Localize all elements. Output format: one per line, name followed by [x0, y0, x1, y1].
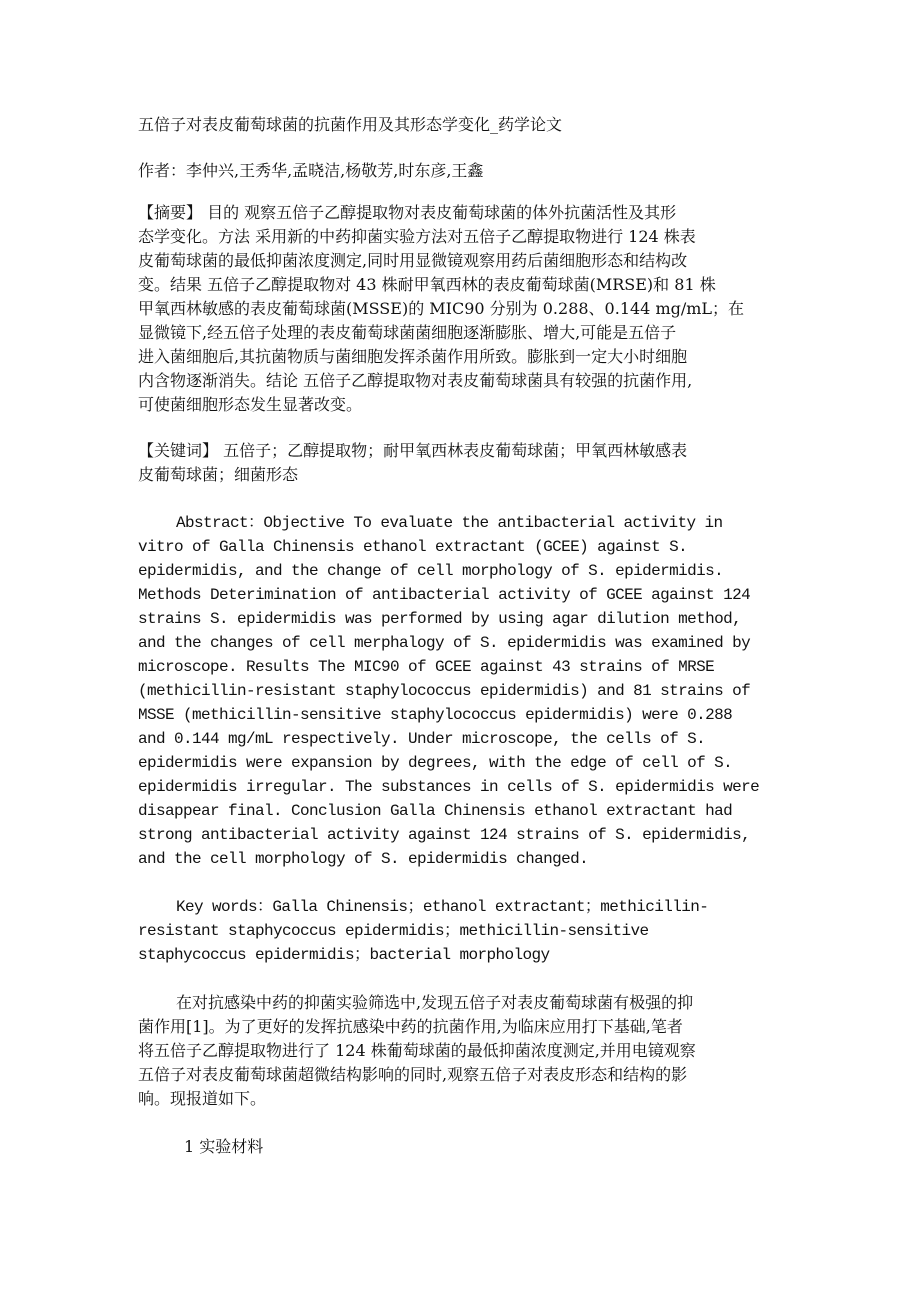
intro-line: 响。现报道如下。	[138, 1089, 267, 1108]
abstract-cn-line: 态学变化。方法 采用新的中药抑菌实验方法对五倍子乙醇提取物进行 124 株表	[138, 227, 696, 246]
abstract-en-line: epidermidis were expansion by degrees, with the edge of cell of S.	[138, 754, 733, 772]
abstract-cn-line: 显微镜下,经五倍子处理的表皮葡萄球菌菌细胞逐渐膨胀、增大,可能是五倍子	[138, 323, 677, 342]
abstract-cn-line: 甲氧西林敏感的表皮葡萄球菌(MSSE)的 MIC90 分别为 0.288、0.144 mg/mL；在	[138, 299, 745, 318]
abstract-en-line: MSSE (methicillin-sensitive staphylococcus epidermidis) were 0.288	[138, 706, 733, 724]
intro-paragraph	[138, 991, 798, 1111]
abstract-en-line: microscope. Results The MIC90 of GCEE against 43 strains of MRSE	[138, 658, 715, 676]
intro-line: 将五倍子乙醇提取物进行了 124 株葡萄球菌的最低抑菌浓度测定,并用电镜观察	[138, 1041, 696, 1060]
abstract-cn-line: 进入菌细胞后,其抗菌物质与菌细胞发挥杀菌作用所致。膨胀到一定大小时细胞	[138, 347, 688, 366]
title-text: 五倍子对表皮葡萄球菌的抗菌作用及其形态学变化_药学论文	[138, 115, 563, 134]
abstract-en-line: strains S. epidermidis was performed by using agar dilution method,	[138, 610, 742, 628]
abstract-en-line: and the changes of cell merphalogy of S. epidermidis was examined by	[138, 634, 751, 652]
keywords-cn-line: 皮葡萄球菌；细菌形态	[138, 465, 299, 484]
section-heading	[138, 1135, 798, 1159]
abstract-en-line: and the cell morphology of S. epidermidis changed.	[138, 850, 589, 868]
abstract-en-line: epidermidis irregular. The substances in cells of S. epidermidis were	[138, 778, 760, 796]
abstract-en-line: strong antibacterial activity against 124 strains of S. epidermidis,	[138, 826, 751, 844]
document-title	[138, 113, 798, 137]
abstract-cn-line: 内含物逐渐消失。结论 五倍子乙醇提取物对表皮葡萄球菌具有较强的抗菌作用,	[138, 371, 693, 390]
abstract-en-line: vitro of Galla Chinensis ethanol extractant (GCEE) against S.	[138, 538, 688, 556]
abstract-cn-line: 皮葡萄球菌的最低抑菌浓度测定,同时用显微镜观察用药后菌细胞形态和结构改	[138, 251, 688, 270]
abstract-en-line: disappear final. Conclusion Galla Chinensis ethanol extractant had	[138, 802, 733, 820]
intro-line: 五倍子对表皮葡萄球菌超微结构影响的同时,观察五倍子对表皮形态和结构的影	[138, 1065, 688, 1084]
keywords-en-line: Key words：Galla Chinensis；ethanol extractant；methicillin-	[176, 898, 709, 916]
abstract-en-line: and 0.144 mg/mL respectively. Under microscope, the cells of S.	[138, 730, 706, 748]
intro-line: 菌作用[1]。为了更好的发挥抗感染中药的抗菌作用,为临床应用打下基础,笔者	[138, 1017, 683, 1036]
abstract-en-line: epidermidis, and the change of cell morphology of S. epidermidis.	[138, 562, 724, 580]
abstract-en-line: Abstract：Objective To evaluate the antibacterial activity in	[176, 514, 723, 532]
abstract-cn-line: 【摘要】 目的 观察五倍子乙醇提取物对表皮葡萄球菌的体外抗菌活性及其形	[138, 203, 677, 222]
authors-text: 作者：李仲兴,王秀华,孟晓洁,杨敬芳,时东彦,王鑫	[138, 161, 484, 180]
abstract-en-line: Methods Deterimination of antibacterial activity of GCEE against 124	[138, 586, 751, 604]
keywords-en-line: staphycoccus epidermidis；bacterial morphology	[138, 946, 550, 964]
keywords-cn-line: 【关键词】 五倍子；乙醇提取物；耐甲氧西林表皮葡萄球菌；甲氧西林敏感表	[138, 441, 688, 460]
abstract-en-line: (methicillin-resistant staphylococcus epidermidis) and 81 strains of	[138, 682, 751, 700]
abstract-en	[138, 511, 798, 871]
keywords-en	[138, 895, 798, 967]
abstract-cn	[138, 201, 798, 417]
intro-line: 在对抗感染中药的抑菌实验筛选中,发现五倍子对表皮葡萄球菌有极强的抑	[176, 993, 694, 1012]
keywords-cn	[138, 439, 798, 487]
keywords-en-line: resistant staphycoccus epidermidis；methicillin-sensitive	[138, 922, 649, 940]
section-heading-text: 1 实验材料	[184, 1137, 264, 1156]
abstract-cn-line: 可使菌细胞形态发生显著改变。	[138, 395, 363, 414]
abstract-cn-line: 变。结果 五倍子乙醇提取物对 43 株耐甲氧西林的表皮葡萄球菌(MRSE)和 81 株	[138, 275, 716, 294]
authors	[138, 159, 798, 183]
